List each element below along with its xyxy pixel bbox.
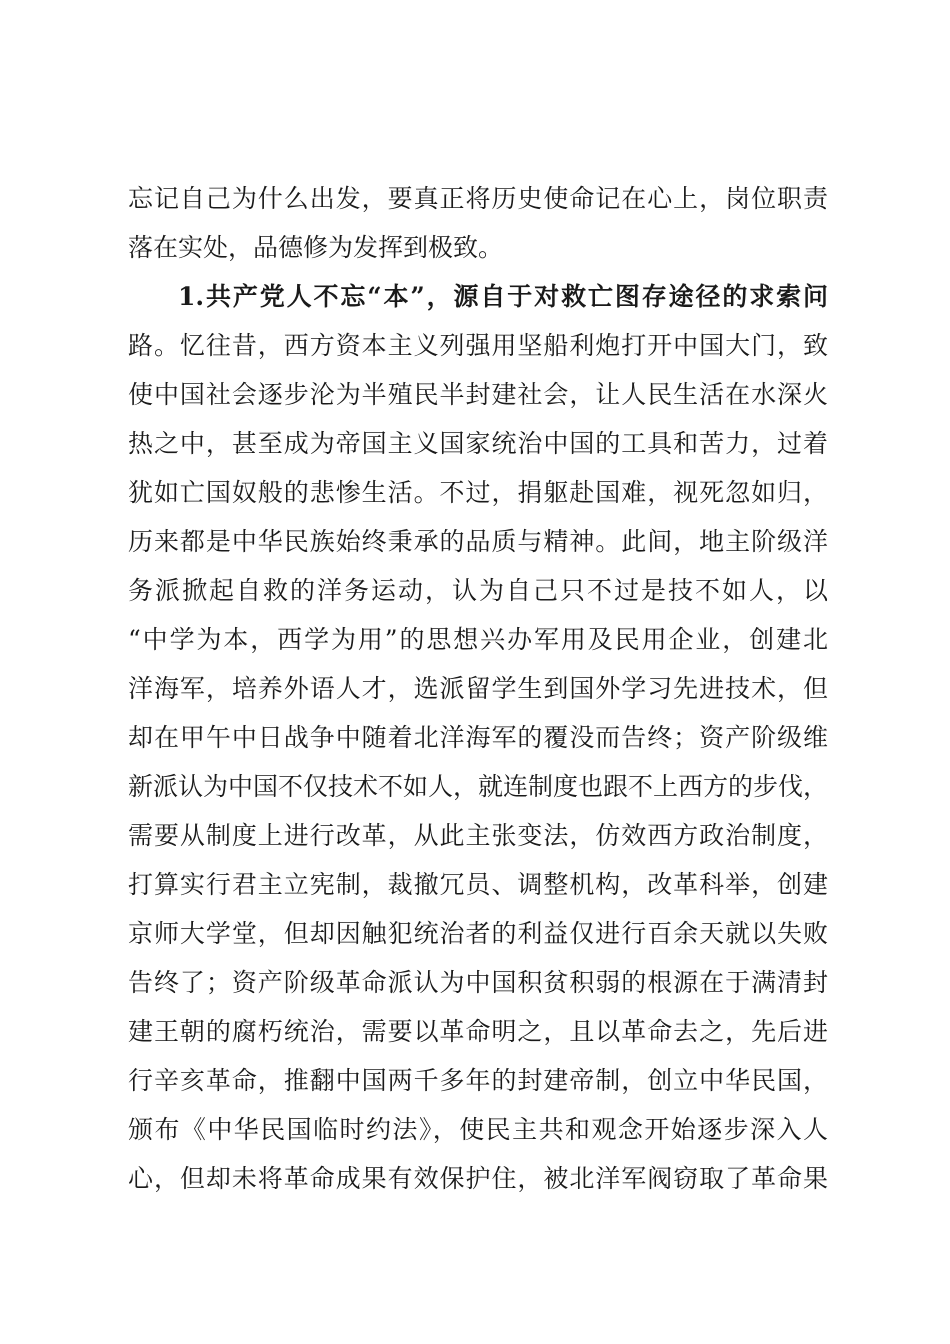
text-line: 新派认为中国不仅技术不如人，就连制度也跟不上西方的步伐，: [128, 772, 829, 801]
text-line: 洋海军，培养外语人才，选派留学生到国外学习先进技术，但: [128, 674, 828, 703]
text-line: 热之中，甚至成为帝国主义国家统治中国的工具和苦力，过着: [128, 429, 828, 458]
text-line: “中学为本，西学为用”的思想兴办军用及民用企业，创建北: [128, 625, 828, 654]
text-line: 路。忆往昔，西方资本主义列强用坚船利炮打开中国大门，致: [128, 331, 828, 360]
text-line: 需要从制度上进行改革，从此主张变法，仿效西方政治制度，: [128, 821, 828, 850]
text-line: 心，但却未将革命成果有效保护住，被北洋军阀窃取了革命果: [128, 1164, 828, 1193]
text-line: 颁布《中华民国临时约法》，使民主共和观念开始逐步深入人: [128, 1115, 828, 1144]
text-line: 建王朝的腐朽统治，需要以革命明之，且以革命去之，先后进: [128, 1017, 828, 1046]
text-line: 历来都是中华民族始终秉承的品质与精神。此间，地主阶级洋: [128, 527, 828, 556]
section-heading-line: 1.共产党人不忘“本”，源自于对救亡图存途径的求索问: [178, 282, 828, 311]
document-body: [128, 174, 828, 1203]
text-line: 使中国社会逐步沦为半殖民半封建社会，让人民生活在水深火: [128, 380, 828, 409]
text-line: 却在甲午中日战争中随着北洋海军的覆没而告终；资产阶级维: [128, 723, 828, 752]
text-line: 落在实处，品德修为发挥到极致。: [128, 233, 504, 262]
text-line: 行辛亥革命，推翻中国两千多年的封建帝制，创立中华民国，: [128, 1066, 828, 1095]
text-line: 忘记自己为什么出发，要真正将历史使命记在心上，岗位职责: [128, 184, 828, 213]
text-line: 犹如亡国奴般的悲惨生活。不过，捐躯赴国难，视死忽如归，: [128, 478, 828, 507]
text-line: 京师大学堂，但却因触犯统治者的利益仅进行百余天就以失败: [128, 919, 828, 948]
text-line: 务派掀起自救的洋务运动，认为自己只不过是技不如人，以: [128, 576, 828, 605]
text-line: 打算实行君主立宪制，裁撤冗员、调整机构，改革科举，创建: [128, 870, 828, 899]
text-line: 告终了；资产阶级革命派认为中国积贫积弱的根源在于满清封: [128, 968, 828, 997]
